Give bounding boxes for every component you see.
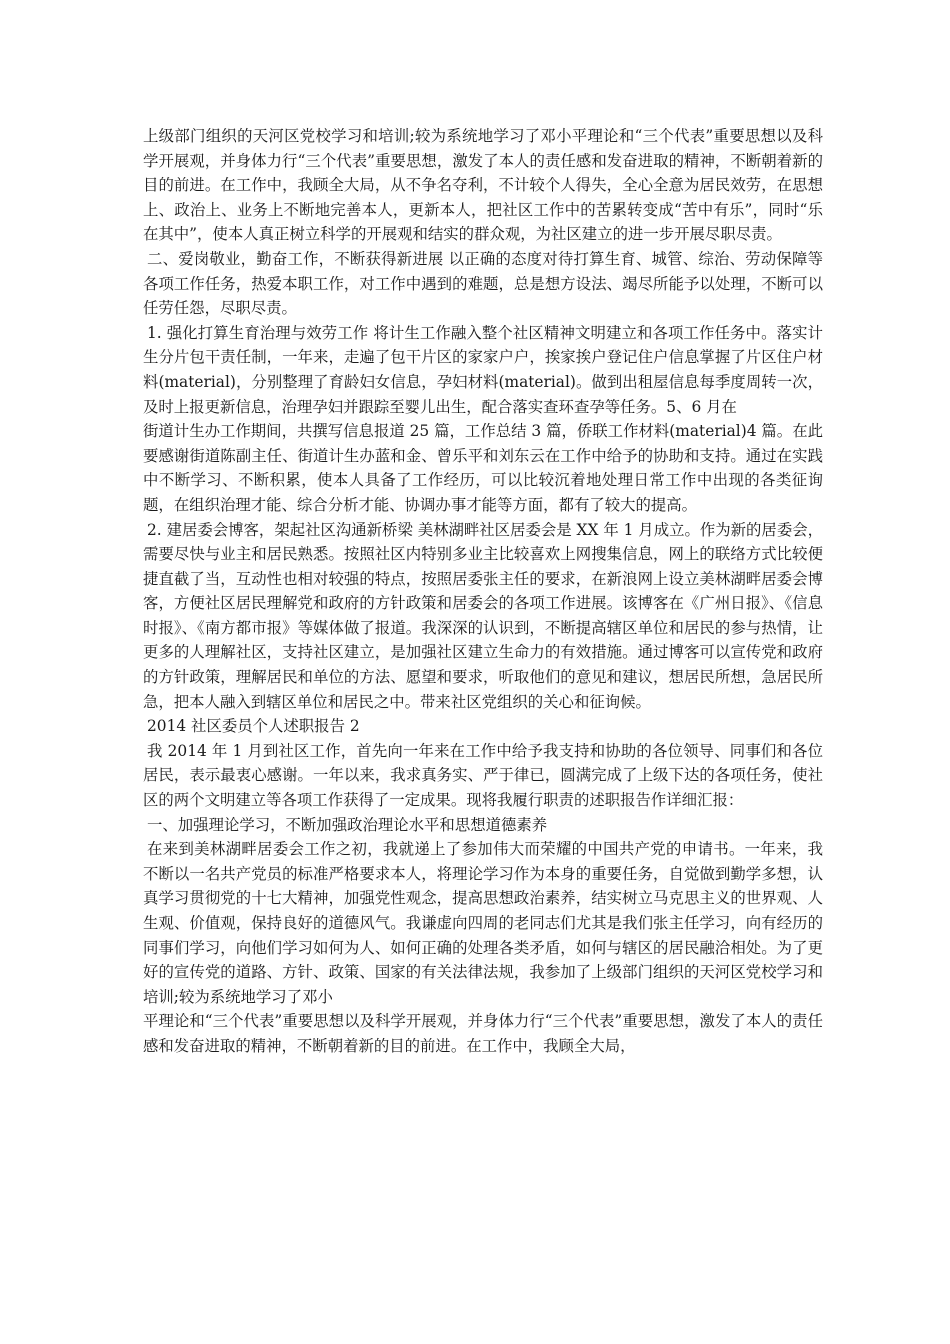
paragraph-blog: 2. 建居委会博客，架起社区沟通新桥梁 美林湖畔社区居委会是 XX 年 1 月成立。作为新的居委会，需要尽快与业主和居民熟悉。按照社区内特别多业主比较喜欢上网搜集信息，网上的联络方式比较便捷直截了当，互动性也相对较强的特点，按照居委张主任的要求，在新浪网上设立美林湖畔居委会博客，方便社区居民理解党和政府的方针政策和居委会的各项工作进展。该博客在《广州日报》、《信息时报》、《南方都市报》等媒体做了报道。我深深的认识到，不断提高辖区单位和居民的参与热情，让更多的人理解社区，支持社区建立，是加强社区建立生命力的有效措施。通过博客可以宣传党和政府的方针政策，理解居民和单位的方法、愿望和要求，听取他们的意见和建议，想居民所想，急居民所急，把本人融入到辖区单位和居民之中。带来社区党组织的关心和征询候。 — [143, 520, 823, 711]
section-one-heading: 一、加强理论学习，不断加强政治理论水平和思想道德素养 — [147, 815, 548, 834]
document-body — [143, 124, 823, 1059]
paragraph-street-office: 街道计生办工作期间，共撰写信息报道 25 篇，工作总结 3 篇，侨联工作材料(material)4 篇。在此要感谢街道陈副主任、街道计生办蓝和金、曾乐平和刘东云在工作中给予的协助和支持。通过在实践中不断学习、不断积累，使本人具备了工作经历，可以比较沉着地处理日常工作中出现的各类征询题，在组织治理才能、综合分析才能、协调办事才能等方面，都有了较大的提高。 — [143, 422, 823, 514]
paragraph-report-intro: 我 2014 年 1 月到社区工作，首先向一年来在工作中给予我支持和协助的各位领导、同事们和各位居民，表示最衷心感谢。一年以来，我求真务实、严于律已，圆满完成了上级下达的各项任务，使社区的两个文明建立等各项工作获得了一定成果。现将我履行职责的述职报告作详细汇报： — [143, 741, 823, 810]
paragraph-party-study: 在来到美林湖畔居委会工作之初，我就递上了参加伟大而荣耀的中国共产党的申请书。一年来，我不断以一名共产党员的标准严格要求本人，将理论学习作为本身的重要任务，自觉做到勤学多想，认真学习贯彻党的十七大精神，加强党性观念，提高思想政治素养，结实树立马克思主义的世界观、人生观、价值观，保持良好的道德风气。我谦虚向四周的老同志们尤其是我们张主任学习，向有经历的同事们学习，向他们学习如何为人、如何正确的处理各类矛盾，如何与辖区的居民融洽相处。为了更好的宣传党的道路、方针、政策、国家的有关法律法规，我参加了上级部门组织的天河区党校学习和培训;较为系统地学习了邓小 — [143, 840, 823, 1006]
paragraph-section-two-heading: 二、爱岗敬业，勤奋工作，不断获得新进展 以正确的态度对待打算生育、城管、综治、劳动保障等各项工作任务，热爱本职工作，对工作中遇到的难题，总是想方设法、竭尽所能予以处理，不断可以任劳任怨，尽职尽责。 — [143, 249, 823, 318]
paragraph-family-planning: 1. 强化打算生育治理与效劳工作 将计生工作融入整个社区精神文明建立和各项工作任务中。落实计生分片包干责任制，一年来，走遍了包干片区的家家户户，挨家挨户登记住户信息掌握了片区住户材料(material)，分别整理了育龄妇女信息，孕妇材料(material)。做到出租屋信息每季度周转一次，及时上报更新信息，治理孕妇并跟踪至婴儿出生，配合落实查环查孕等任务。5、6 月在 — [143, 323, 823, 416]
report-two-title: 2014 社区委员个人述职报告 2 — [147, 717, 360, 736]
paragraph-theory-continuation: 平理论和“三个代表”重要思想以及科学开展观，并身体力行“三个代表”重要思想，激发了本人的责任感和发奋进取的精神，不断朝着新的目的前进。在工作中，我顾全大局， — [143, 1012, 823, 1055]
paragraph-study-continuation: 上级部门组织的天河区党校学习和培训;较为系统地学习了邓小平理论和“三个代表”重要思想以及科学开展观，并身体力行“三个代表”重要思想，激发了本人的责任感和发奋进取的精神，不断朝着新的目的前进。在工作中，我顾全大局，从不争名夺利，不计较个人得失，全心全意为居民效劳，在思想上、政治上、业务上不断地完善本人，更新本人，把社区工作中的苦累转变成“苦中有乐”，同时“乐在其中”，使本人真正树立科学的开展观和结实的群众观，为社区建立的进一步开展尽职尽责。 — [143, 127, 823, 244]
